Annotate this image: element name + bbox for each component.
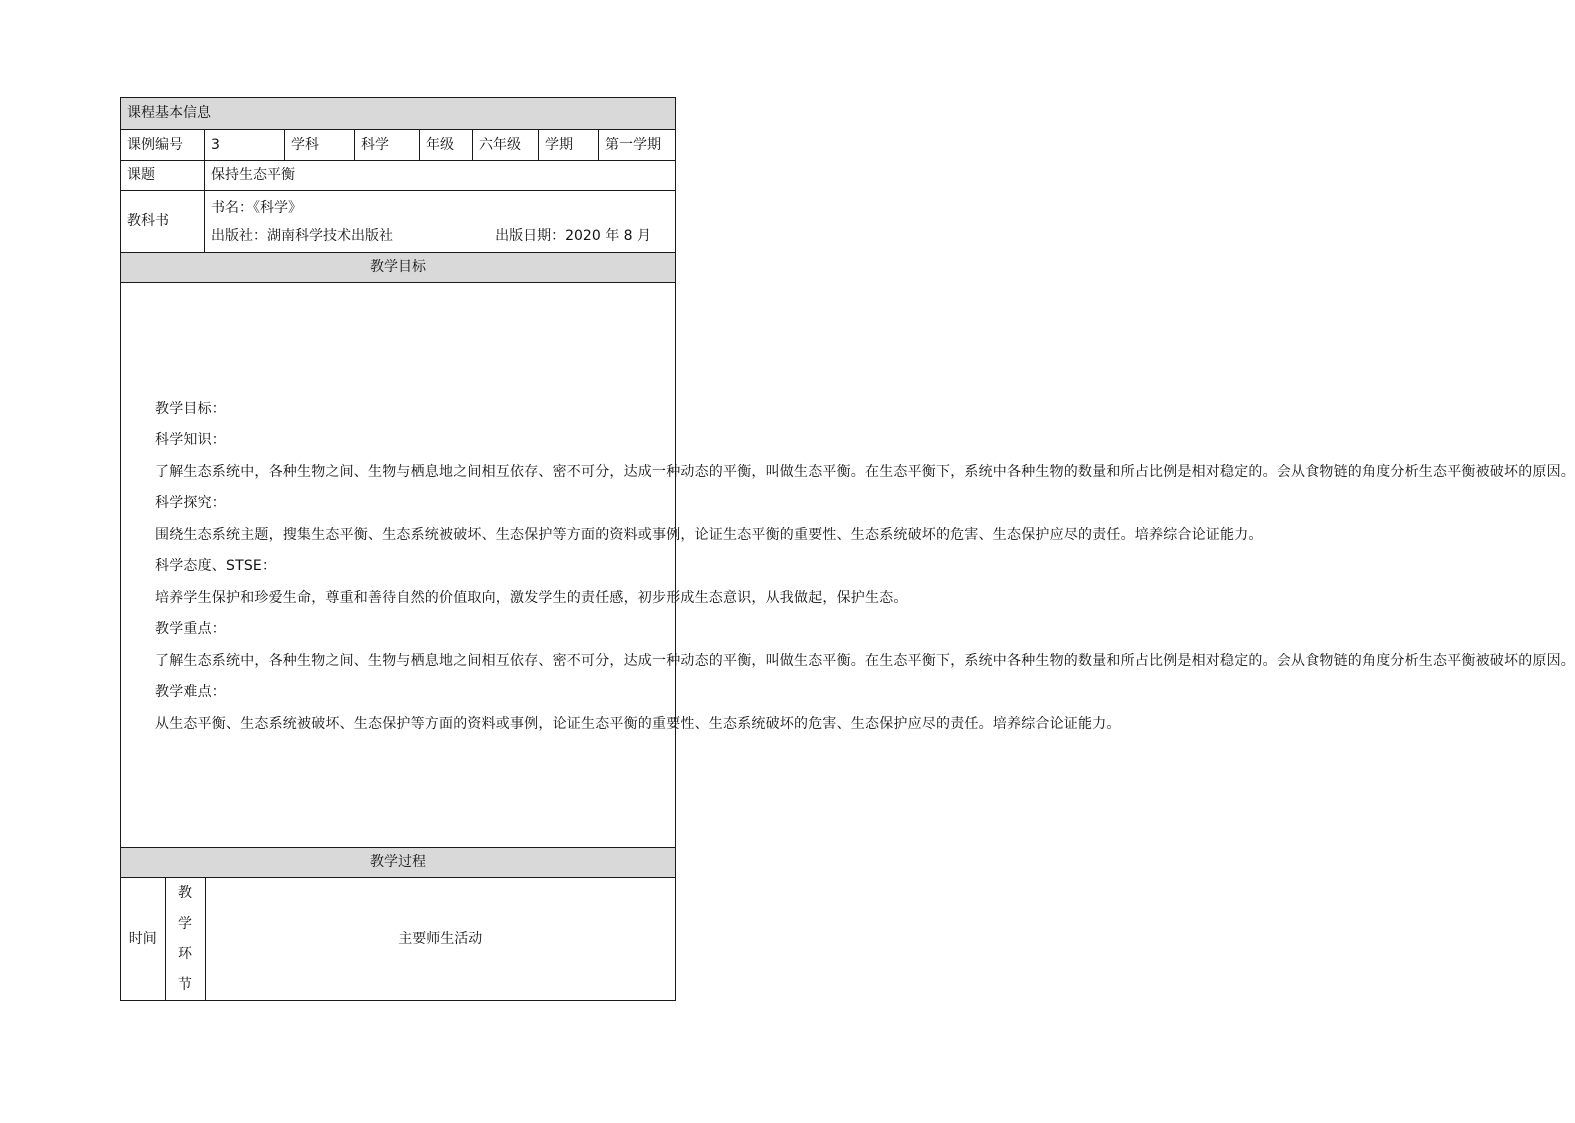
knowledge-text: 了解生态系统中，各种生物之间、生物与栖息地之间相互依存、密不可分，达成一种动态的平衡，叫做生态平衡。在生态平衡下，系统中各种生物的数量和所占比例是相对稳定的。会从食物链的角度分析生态平衡被破坏的原因。 xyxy=(155,463,1575,480)
course-info-header: 课程基本信息 xyxy=(121,98,676,130)
publisher: 出版社：湖南科学技术出版社 xyxy=(211,228,393,245)
topic-value: 保持生态平衡 xyxy=(205,161,676,191)
publish-date: 出版日期：2020 年 8 月 xyxy=(495,228,651,245)
attitude-text: 培养学生保护和珍爱生命，尊重和善待自然的价值取向，激发学生的责任感，初步形成生态意识，从我做起，保护生态。 xyxy=(155,589,908,606)
textbook-details xyxy=(205,191,676,253)
inquiry-heading: 科学探究： xyxy=(155,495,226,512)
time-label: 时间 xyxy=(121,878,165,1000)
knowledge-heading: 科学知识： xyxy=(155,432,226,449)
textbook-label: 教科书 xyxy=(121,191,205,253)
lesson-plan-table xyxy=(120,97,1575,1001)
subject-label: 学科 xyxy=(285,130,355,161)
teaching-goals-content xyxy=(121,283,1575,848)
key-point-text: 了解生态系统中，各种生物之间、生物与栖息地之间相互依存、密不可分，达成一种动态的平衡，叫做生态平衡。在生态平衡下，系统中各种生物的数量和所占比例是相对稳定的。会从食物链的角度分析生态平衡被破坏的原因。 xyxy=(155,652,1575,669)
goal-heading: 教学目标： xyxy=(155,400,226,417)
stage-char: 节 xyxy=(178,976,192,993)
stage-label xyxy=(165,878,205,1000)
stage-char: 环 xyxy=(178,946,192,962)
grade-value: 六年级 xyxy=(473,130,539,161)
activity-label: 主要师生活动 xyxy=(398,930,483,947)
term-value: 第一学期 xyxy=(599,130,676,161)
teaching-goals-header: 教学目标 xyxy=(121,253,676,283)
difficult-point-text: 从生态平衡、生态系统被破坏、生态保护等方面的资料或事例，论证生态平衡的重要性、生态系统破坏的危害、生态保护应尽的责任。培养综合论证能力。 xyxy=(155,715,1121,732)
teaching-process-header: 教学过程 xyxy=(121,848,676,878)
lesson-number-label: 课例编号 xyxy=(121,130,205,161)
stage-char: 学 xyxy=(178,915,192,932)
lesson-number-value: 3 xyxy=(205,130,285,161)
subject-value: 科学 xyxy=(355,130,420,161)
key-point-heading: 教学重点： xyxy=(155,621,226,638)
inquiry-text: 围绕生态系统主题，搜集生态平衡、生态系统被破坏、生态保护等方面的资料或事例，论证生态平衡的重要性、生态系统破坏的危害、生态保护应尽的责任。培养综合论证能力。 xyxy=(155,526,1263,543)
attitude-heading: 科学态度、STSE： xyxy=(155,558,277,575)
term-label: 学期 xyxy=(539,130,599,161)
grade-label: 年级 xyxy=(420,130,473,161)
topic-label: 课题 xyxy=(121,161,205,191)
difficult-point-heading: 教学难点： xyxy=(155,684,226,701)
process-row xyxy=(121,878,676,1001)
stage-char: 教 xyxy=(178,885,192,901)
book-name: 书名：《科学》 xyxy=(211,200,302,217)
